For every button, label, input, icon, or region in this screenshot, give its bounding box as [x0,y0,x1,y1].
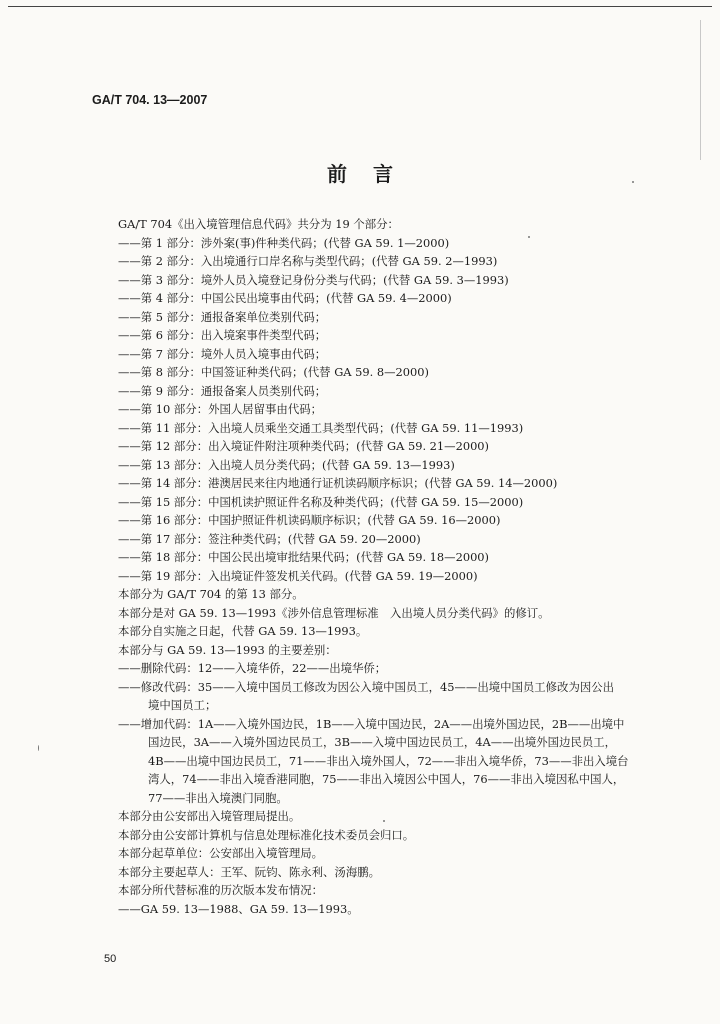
scan-artifact-line [700,20,701,160]
body-line: 本部分由公安部计算机与信息处理标准化技术委员会归口。 [118,827,415,842]
body-line: ——修改代码：35——入境中国员工修改为因公入境中国员工，45——出境中国员工修改为因公出 [118,679,615,694]
foreword-body [118,215,678,918]
scan-speck [632,181,634,183]
body-line: ——第 4 部分：中国公民出境事由代码；(代替 GA 59. 4—2000) [118,291,452,305]
body-line: 国边民，3A——入境外国边民员工，3B——入境中国边民员工，4A——出境外国边民员工， [148,735,617,749]
standard-code: GA/T 704. 13—2007 [92,93,208,107]
body-line: 77——非出入境澳门同胞。 [148,790,288,805]
body-line: 本部分主要起草人：王军、阮钧、陈永利、汤海鹏。 [118,864,380,879]
body-line: ——第 11 部分：入出境人员乘坐交通工具类型代码；(代替 GA 59. 11—1993) [118,420,524,435]
body-line: 本部分是对 GA 59. 13—1993《涉外信息管理标准 入出境人员分类代码》的修订。 [118,605,550,620]
body-line: ——第 13 部分：入出境人员分类代码；(代替 GA 59. 13—1993) [118,457,455,472]
body-line: ——GA 59. 13—1988、GA 59. 13—1993。 [118,901,359,916]
body-line: 本部分所代替标准的历次版本发布情况： [118,883,324,897]
body-line: ——第 7 部分：境外人员入境事由代码； [118,346,327,361]
scan-speck [383,820,385,822]
body-line: ——第 5 部分：通报备案单位类别代码； [118,309,327,324]
body-line: ——第 14 部分：港澳居民来往内地通行证机读码顺序标识；(代替 GA 59. 14—2000) [118,476,558,490]
body-line: ——删除代码：12——入境华侨，22——出境华侨； [118,661,387,675]
body-line: 本部分由公安部出入境管理局提出。 [118,809,301,823]
body-line: ——第 9 部分：通报备案人员类别代码； [118,383,327,398]
body-line: ——第 3 部分：境外人员入境登记身份分类与代码；(代替 GA 59. 3—1993) [118,272,509,287]
body-line: ——第 16 部分：中国护照证件机读码顺序标识；(代替 GA 59. 16—2000) [118,513,501,527]
page-number: 50 [104,953,117,965]
body-line: ——第 17 部分：签注种类代码；(代替 GA 59. 20—2000) [118,531,421,546]
body-line: GA/T 704《出入境管理信息代码》共分为 19 个部分： [118,217,399,231]
body-line: ——第 8 部分：中国签证种类代码；(代替 GA 59. 8—2000) [118,365,429,379]
body-line: 湾人，74——非出入境香港同胞，75——非出入境因公中国人，76——非出入境因私中国人， [148,772,625,786]
scan-speck [528,236,530,238]
top-rule [8,6,712,7]
page-title: 前言 [327,162,419,186]
body-line: ——第 2 部分：入出境通行口岸名称与类型代码；(代替 GA 59. 2—1993) [118,254,498,268]
body-line: ——增加代码：1A——入境外国边民，1B——入境中国边民，2A——出境外国边民，2B——出境中 [118,716,625,731]
body-line: ——第 18 部分：中国公民出境审批结果代码；(代替 GA 59. 18—2000) [118,550,490,564]
body-line: ——第 6 部分：出入境案事件类型代码； [118,328,327,342]
body-line: ——第 10 部分：外国人居留事由代码； [118,402,322,416]
body-line: ——第 15 部分：中国机读护照证件名称及种类代码；(代替 GA 59. 15—2000) [118,494,524,509]
body-line: ——第 19 部分：入出境证件签发机关代码。(代替 GA 59. 19—2000) [118,568,478,583]
body-line: 4B——出境中国边民员工，71——非出入境外国人，72——非出入境华侨，73——非出入境台 [148,753,629,768]
body-line: 境中国员工； [148,698,217,712]
body-line: 本部分自实施之日起，代替 GA 59. 13—1993。 [118,624,368,638]
body-line: 本部分为 GA/T 704 的第 13 部分。 [118,587,304,601]
scan-speck [38,745,39,751]
body-line: ——第 1 部分：涉外案(事)件种类代码；(代替 GA 59. 1—2000) [118,235,450,250]
body-line: 本部分与 GA 59. 13—1993 的主要差别： [118,642,337,657]
body-line: ——第 12 部分：出入境证件附注项种类代码；(代替 GA 59. 21—2000) [118,439,490,453]
body-line: 本部分起草单位：公安部出入境管理局。 [118,846,324,860]
